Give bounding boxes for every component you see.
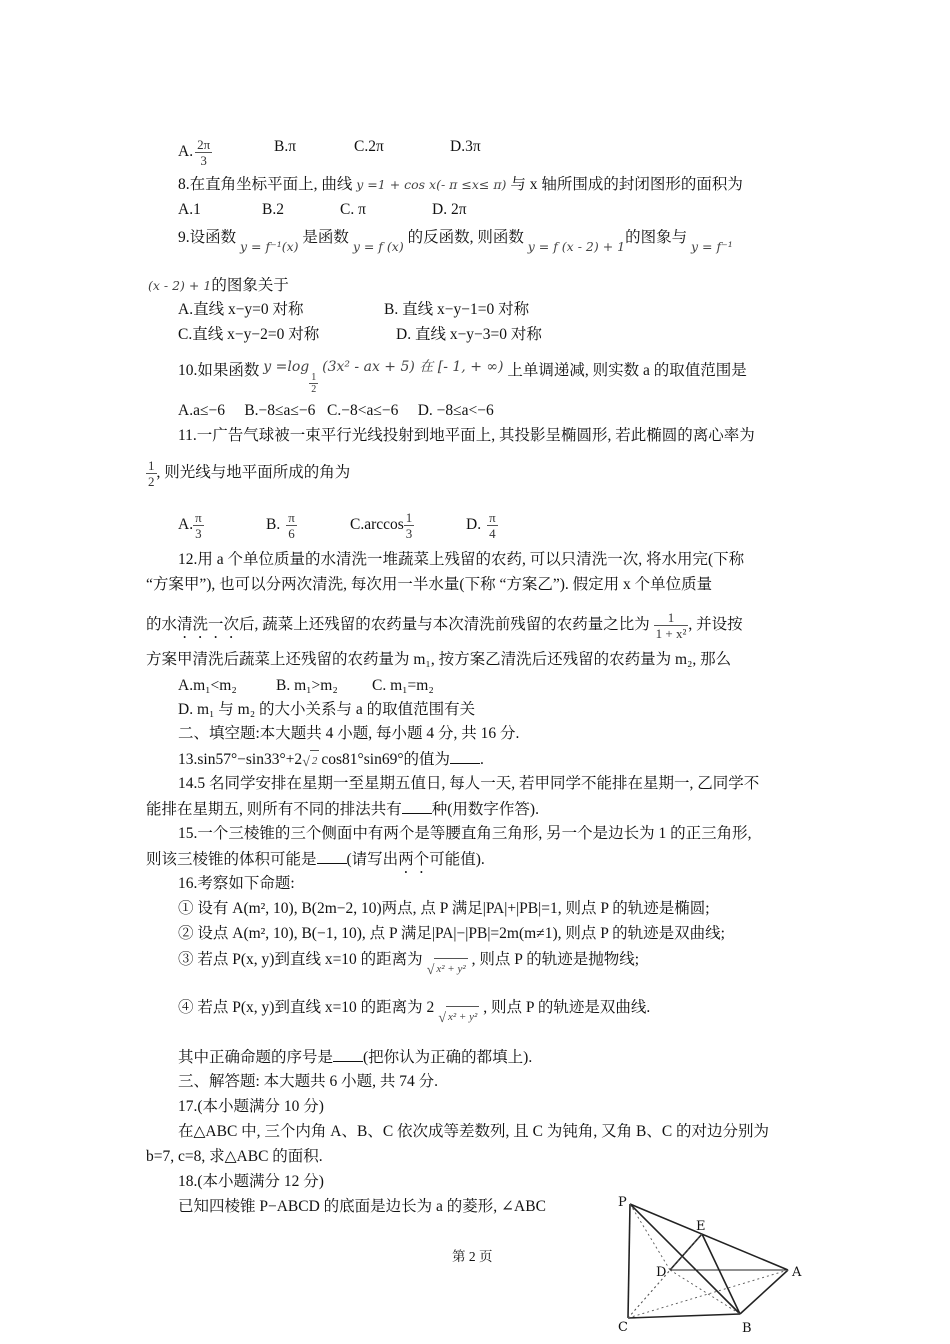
edge-PB: [630, 1204, 740, 1314]
q8-text-a: 8.在直角坐标平面上, 曲线: [178, 176, 353, 193]
q16-proposition-4: [178, 998, 651, 1023]
q9-option-b: B. 直线 x−y−1=0 对称: [384, 301, 530, 318]
q12-option-a: A.m₁<m₂: [178, 677, 237, 694]
q12-l3b: 后, 蔬菜上还残留的农药量与本次清洗前残留的农药量之比为: [239, 616, 650, 634]
q15-line-1: 15.一个三棱锥的三个侧面中有两个是等腰直角三角形, 另一个是边长为 1 的正三角形,: [178, 825, 752, 842]
q15-l2a: 则该三棱锥的体积可能是: [146, 851, 317, 868]
q16-p3b: , 则点 P 的轨迹是抛物线;: [471, 951, 640, 969]
q8-stem: [178, 175, 743, 195]
q18-line-1: 已知四棱锥 P−ABCD 的底面是边长为 a 的菱形, ∠ABC: [178, 1198, 546, 1215]
q10-log-base-num: 1: [311, 372, 317, 383]
q10-stem: [178, 359, 747, 395]
q11-b-num: π: [288, 510, 295, 525]
q9-math-4: y = f⁻¹: [691, 239, 733, 254]
q16-title: 16.考察如下命题:: [178, 875, 295, 892]
q11-a-num: π: [195, 510, 202, 525]
q16-p4a: ④ 若点 P(x, y)到直线 x=10 的距离为 2: [178, 999, 435, 1017]
q16-proposition-1: ① 设有 A(m², 10), B(2m−2, 10)两点, 点 P 满足|PA|+|PB|=1, 则点 P 的轨迹是椭圆;: [178, 900, 710, 917]
q13-text-3: .: [480, 751, 484, 768]
q14-line-2: [146, 799, 539, 820]
q16-proposition-3: [178, 950, 640, 975]
q17-title: 17.(本小题满分 10 分): [178, 1098, 324, 1115]
q11-ecc-den: 2: [148, 474, 155, 489]
q15-answer-blank[interactable]: [317, 849, 347, 864]
q14-answer-blank[interactable]: [402, 799, 432, 814]
q11-option-d: D.: [466, 516, 482, 534]
q13-stem: [178, 749, 484, 771]
q11-stem-2: [146, 458, 350, 489]
q14-l2b: 种(用数字作答).: [431, 801, 539, 818]
q11-stem-1: 11.一广告气球被一束平行光线投射到地平面上, 其投影呈椭圆形, 若此椭圆的离心率为: [178, 427, 755, 444]
edge-PC: [628, 1204, 630, 1318]
q7-option-d: D.3π: [450, 138, 481, 155]
q14-line-1: 14.5 名同学安排在星期一至星期五值日, 每人一天, 若甲同学不能排在星期一, 乙同学不: [178, 775, 760, 792]
q12-l3-emphasis: 清洗一次: [177, 616, 240, 634]
q9-option-a: A.直线 x−y=0 对称: [178, 301, 304, 318]
label-E: E: [696, 1219, 706, 1234]
section-2-heading: 二、填空题:本大题共 4 小题, 每小题 4 分, 共 16 分.: [178, 725, 520, 742]
q7-a-numerator: 2π: [197, 137, 211, 152]
q12-ratio-den: 1 + x²: [655, 626, 687, 641]
edge-CB: [628, 1314, 740, 1318]
q17-line-2: b=7, c=8, 求△ABC 的面积.: [146, 1148, 323, 1165]
q18-title: 18.(本小题满分 12 分): [178, 1173, 324, 1190]
q9-stem: [178, 228, 733, 254]
q7-option-b: B.π: [274, 138, 297, 155]
q17-line-1: 在△ABC 中, 三个内角 A、B、C 依次成等差数列, 且 C 为钝角, 又角 B、C 的对边分别为: [178, 1123, 770, 1140]
q15-l2b: (请写出: [346, 851, 399, 868]
q7-option-a: A.: [178, 143, 194, 161]
label-B: B: [742, 1321, 752, 1336]
q12-line-3: [146, 610, 743, 642]
q9-text-1: 9.设函数: [178, 229, 237, 246]
q8-option-b: B.2: [262, 201, 284, 218]
q11-d-num: π: [489, 510, 496, 525]
q9-text-4: 的图象与: [625, 229, 688, 246]
q16-p3a: ③ 若点 P(x, y)到直线 x=10 的距离为: [178, 951, 423, 969]
q12-option-c: C. m₁=m₂: [372, 677, 434, 694]
q10-log-base-den: 2: [311, 384, 317, 395]
q16-answer-blank[interactable]: [333, 1047, 363, 1062]
q16-ask-a: 其中正确命题的序号是: [178, 1049, 334, 1066]
q10-text-2: 上单调递减, 则实数 a 的取值范围是: [507, 362, 747, 380]
q12-option-b: B. m₁>m₂: [276, 677, 338, 694]
q9-line2: [148, 276, 289, 296]
q12-l3c: , 并设按: [688, 616, 743, 634]
q13-text-1: 13.sin57°−sin33°+2: [178, 751, 303, 768]
q16-ask: [178, 1047, 532, 1068]
q9-text-3: 的反函数, 则函数: [407, 229, 524, 246]
q9-math-2: y = f (x): [352, 239, 404, 254]
q11-c-num: 1: [405, 510, 413, 525]
q11-option-c: C.arccos: [350, 516, 404, 534]
label-C: C: [618, 1320, 628, 1335]
q13-answer-blank[interactable]: [450, 749, 480, 764]
section-3-heading: 三、解答题: 本大题共 6 小题, 共 74 分.: [178, 1073, 439, 1090]
q9-option-c: C.直线 x−y−2=0 对称: [178, 326, 320, 343]
q11-b-den: 6: [288, 526, 295, 541]
page-number: 第 2 页: [452, 1249, 493, 1264]
q12-option-d: D. m₁ 与 m₂ 的大小关系与 a 的取值范围有关: [178, 701, 476, 718]
q7-options: [178, 137, 481, 168]
q11-text-2: , 则光线与地平面所成的角为: [156, 464, 351, 482]
q9-line2-math: (x - 2) + 1: [148, 278, 212, 293]
q16-p3-radical: x² + y²: [434, 958, 467, 979]
q8-options: [178, 200, 678, 220]
q9-line2-text: 的图象关于: [211, 277, 289, 294]
q9-text-2: 是函数: [302, 229, 349, 246]
q13-text-2: cos81°sin69°的值为: [321, 751, 451, 768]
label-A: A: [792, 1265, 802, 1280]
q8-option-a: A.1: [178, 201, 201, 218]
q11-ecc-num: 1: [148, 458, 155, 473]
q7-option-c: C.2π: [354, 138, 384, 155]
q8-text-b: 与 x 轴所围成的封闭图形的面积为: [510, 176, 743, 193]
q12-line-4: 方案甲清洗后蔬菜上还残留的农药量为 m₁, 按方案乙清洗后还残留的农药量为 m₂, 那么: [146, 651, 732, 668]
q10-options: A.a≤−6 B.−8≤a≤−6 C.−8<a≤−6 D. −8≤a<−6: [178, 402, 494, 419]
q11-option-a: A.: [178, 516, 194, 534]
q15-line-2: [146, 849, 485, 877]
label-D: D: [656, 1265, 667, 1280]
q14-l2a: 能排在星期五, 则所有不同的排法共有: [146, 801, 402, 818]
q16-ask-b: (把你认为正确的都填上).: [363, 1049, 533, 1066]
hidden-CA: [628, 1270, 788, 1318]
q15-emphasis: 两个: [398, 851, 430, 868]
q11-options: [178, 510, 496, 541]
q8-option-d: D. 2π: [432, 201, 467, 218]
q8-math: y =1 + cos x(- π ≤x≤ π): [356, 177, 507, 192]
q12-line-2: “方案甲”), 也可以分两次清洗, 每次用一半水量(下称 “方案乙”). 假定用 x 个单位质量: [146, 576, 713, 593]
edge-PA: [630, 1204, 788, 1270]
q10-text-1: 10.如果函数: [178, 362, 260, 380]
q13-radicand: 2: [310, 750, 320, 771]
q11-c-den: 3: [405, 526, 413, 541]
q10-math-log: y =log: [263, 359, 310, 376]
q16-p4-radical: x² + y²: [446, 1006, 479, 1027]
edge-BA: [740, 1270, 788, 1314]
q12-line-1: 12.用 a 个单位质量的水清洗一堆蔬菜上残留的农药, 可以只清洗一次, 将水用完(下称: [178, 551, 745, 568]
q11-a-den: 3: [195, 526, 202, 541]
q12-l3a: 的水: [146, 616, 178, 634]
q9-option-d: D. 直线 x−y−3=0 对称: [396, 326, 542, 343]
q11-option-b: B.: [266, 516, 281, 534]
q9-math-3: y = f (x - 2) + 1: [527, 239, 626, 254]
q11-d-den: 4: [489, 526, 496, 541]
q16-p4b: , 则点 P 的轨迹是双曲线.: [483, 999, 651, 1017]
q7-a-denominator: 3: [200, 153, 207, 168]
q10-math-arg: (3x² - ax + 5) 在 [- 1, + ∞): [322, 359, 504, 376]
pyramid-figure: [608, 1186, 818, 1336]
q15-l2c: 可能值).: [429, 851, 485, 868]
q8-option-c: C. π: [340, 201, 366, 218]
q9-math-1: y = f⁻¹(x): [240, 239, 299, 254]
label-P: P: [618, 1195, 627, 1210]
q16-proposition-2: ② 设点 A(m², 10), B(−1, 10), 点 P 满足|PA|−|PB|=2m(m≠1), 则点 P 的轨迹是双曲线;: [178, 925, 725, 942]
q12-ratio-num: 1: [654, 610, 689, 626]
